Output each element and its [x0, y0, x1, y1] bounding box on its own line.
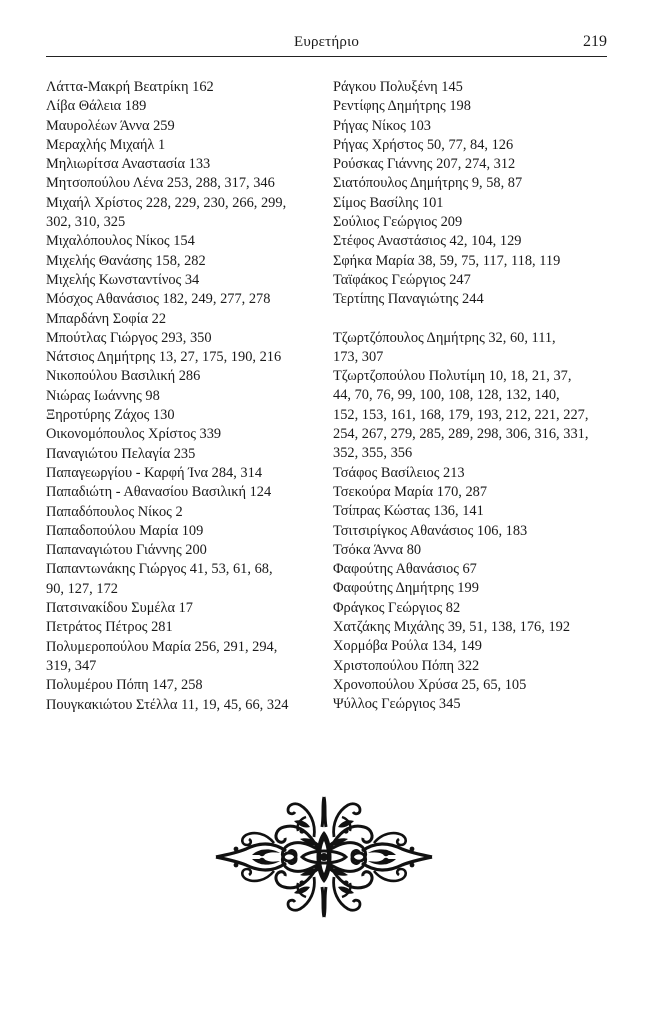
index-entry: 44, 70, 76, 99, 100, 108, 128, 132, 140,	[333, 387, 560, 404]
index-entry: Χρονοπούλου Χρύσα 25, 65, 105	[333, 676, 527, 693]
index-entry: Σίμος Βασίλης 101	[333, 194, 444, 211]
index-entry: Χατζάκης Μιχάλης 39, 51, 138, 176, 192	[333, 619, 571, 636]
index-entry: 152, 153, 161, 168, 179, 193, 212, 221, 227,	[333, 406, 589, 423]
index-entry: Νικοπούλου Βασιλική 286	[46, 368, 201, 385]
index-entry: Ταϊφάκος Γεώργιος 247	[333, 271, 471, 288]
index-entry: Μιχαλόπουλος Νίκος 154	[46, 233, 195, 250]
index-entry: Τσίπρας Κώστας 136, 141	[333, 503, 484, 520]
index-entry: Λίβα Θάλεια 189	[46, 98, 147, 115]
index-entry: Φαφούτης Αθανάσιος 67	[333, 561, 477, 578]
index-entry: Παπαδόπουλος Νίκος 2	[46, 503, 183, 520]
index-entry: Παπαντωνάκης Γιώργος 41, 53, 61, 68,	[46, 561, 273, 578]
index-entry: 254, 267, 279, 285, 289, 298, 306, 316, 331,	[333, 426, 589, 443]
index-entry: Μιχελής Θανάσης 158, 282	[46, 252, 206, 269]
index-entry: Τσόκα Άννα 80	[333, 541, 422, 558]
index-entry: Νάτσιος Δημήτρης 13, 27, 175, 190, 216	[46, 349, 282, 366]
index-entry: Παπαδοπούλου Μαρία 109	[46, 522, 204, 539]
index-entry: Ψύλλος Γεώργιος 345	[333, 696, 461, 713]
page-title: Ευρετήριο	[293, 34, 360, 50]
index-entry: Ρεντίφης Δημήτρης 198	[333, 98, 471, 115]
index-entry: Τσάφος Βασίλειος 213	[333, 464, 465, 481]
index-entry: Φράγκος Γεώργιος 82	[333, 599, 461, 616]
index-entry: Σούλιος Γεώργιος 209	[333, 214, 463, 231]
index-entry: Ράγκου Πολυξένη 145	[333, 79, 463, 95]
index-entry: Στέφος Αναστάσιος 42, 104, 129	[333, 233, 522, 250]
index-entry: Ρήγας Νίκος 103	[333, 117, 432, 134]
index-entry: Ρήγας Χρήστος 50, 77, 84, 126	[333, 136, 514, 153]
index-entry: Παπαδιώτη - Αθανασίου Βασιλική 124	[46, 484, 272, 501]
index-column-right	[333, 78, 608, 715]
index-entry: Παπαναγιώτου Γιάννης 200	[46, 542, 207, 559]
index-entry: Πουγκακιώτου Στέλλα 11, 19, 45, 66, 324	[46, 696, 289, 713]
index-entry: Ξηροτύρης Ζάχος 130	[46, 407, 175, 424]
header-rule	[46, 56, 607, 57]
page-number: 219	[583, 33, 607, 50]
index-entry: Πολυμεροπούλου Μαρία 256, 291, 294,	[46, 638, 278, 655]
index-entry: Πετράτος Πέτρος 281	[46, 619, 173, 636]
index-entry: 352, 355, 356	[333, 445, 413, 462]
index-entry: 302, 310, 325	[46, 214, 126, 231]
index-entry: Μηλιωρίτσα Αναστασία 133	[46, 156, 211, 173]
index-entry: Μιχαήλ Χρίστος 228, 229, 230, 266, 299,	[46, 194, 287, 211]
index-entry: Νιώρας Ιωάννης 98	[46, 387, 160, 404]
index-entry: Σφήκα Μαρία 38, 59, 75, 117, 118, 119	[333, 252, 561, 269]
index-entry: Πατσινακίδου Συμέλα 17	[46, 600, 193, 617]
index-entry: Τζωρτζόπουλος Δημήτρης 32, 60, 111,	[333, 329, 556, 346]
index-entry: Παπαγεωργίου - Καρφή Ίνα 284, 314	[46, 464, 263, 481]
floral-ornament-icon	[211, 796, 437, 918]
index-column-left	[46, 78, 316, 715]
index-entry: Μεραχλής Μιχαήλ 1	[46, 136, 166, 153]
index-entry: Πολυμέρου Πόπη 147, 258	[46, 677, 203, 694]
index-entry: Φαφούτης Δημήτρης 199	[333, 580, 479, 597]
index-entry: Μπούτλας Γιώργος 293, 350	[46, 329, 212, 346]
index-entry: Μητσοπούλου Λένα 253, 288, 317, 346	[46, 175, 275, 192]
index-entry: Μπαρδάνη Σοφία 22	[46, 310, 167, 327]
index-entry: Χορμόβα Ρούλα 134, 149	[333, 638, 482, 655]
index-entry: 173, 307	[333, 348, 384, 365]
index-entry: Μαυρολέων Άννα 259	[46, 117, 175, 134]
index-entry: Μόσχος Αθανάσιος 182, 249, 277, 278	[46, 291, 271, 308]
index-entry: Τσιτσιρίγκος Αθανάσιος 106, 183	[333, 522, 528, 539]
index-entry: 319, 347	[46, 657, 97, 674]
index-entry: Σιατόπουλος Δημήτρης 9, 58, 87	[333, 175, 523, 192]
index-entry: Χριστοπούλου Πόπη 322	[333, 657, 480, 674]
index-entry: Παναγιώτου Πελαγία 235	[46, 445, 196, 462]
index-entry: Τσεκούρα Μαρία 170, 287	[333, 483, 488, 500]
running-head	[46, 34, 607, 54]
index-entry: Οικονομόπουλος Χρίστος 339	[46, 426, 222, 443]
index-entry: Μιχελής Κωνσταντίνος 34	[46, 271, 200, 288]
index-entry: Τζωρτζοπούλου Πολυτίμη 10, 18, 21, 37,	[333, 368, 572, 385]
index-entry: Ρούσκας Γιάννης 207, 274, 312	[333, 156, 516, 173]
index-entry: 90, 127, 172	[46, 580, 118, 597]
index-entry: Τερτίπης Παναγιώτης 244	[333, 291, 484, 308]
index-entry: Λάττα-Μακρή Βεατρίκη 162	[46, 79, 214, 95]
